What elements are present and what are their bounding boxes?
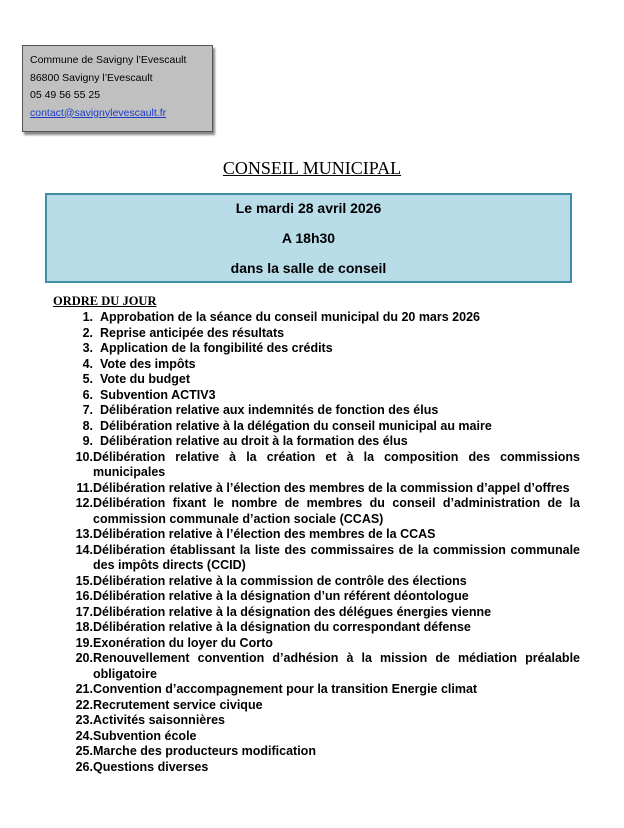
agenda-item-text: Subvention école bbox=[93, 728, 197, 743]
page-title: CONSEIL MUNICIPAL bbox=[222, 158, 402, 178]
agenda-item-number: 8. bbox=[82, 418, 93, 433]
agenda-item-number: 23. bbox=[75, 713, 93, 727]
agenda-item bbox=[60, 744, 580, 760]
agenda-item-text: Délibération relative au droit à la formation des élus bbox=[100, 434, 408, 448]
agenda-item-number: 16. bbox=[75, 589, 93, 603]
agenda-item-number: 3. bbox=[82, 341, 93, 355]
agenda-item-text: Délibération relative à la délégation du conseil municipal au maire bbox=[100, 418, 492, 433]
sender-name: Commune de Savigny l’Evescault bbox=[30, 54, 187, 66]
agenda-item-number: 18. bbox=[75, 620, 93, 634]
agenda-item-number: 26. bbox=[75, 759, 93, 774]
agenda-item bbox=[60, 589, 580, 605]
agenda-item-text: Délibération relative à la commission de contrôle des élections bbox=[93, 573, 467, 588]
agenda-item-text: Délibération fixant le nombre de membres du conseil d’administration de la commission communale d’action sociale (CCAS) bbox=[93, 496, 580, 526]
agenda-item-number: 11. bbox=[76, 480, 93, 495]
agenda-list bbox=[60, 310, 580, 775]
agenda-item-text: Exonération du loyer du Corto bbox=[93, 635, 273, 650]
agenda-item bbox=[60, 481, 580, 497]
agenda-item-number: 1. bbox=[82, 310, 93, 324]
agenda-item-text: Recrutement service civique bbox=[93, 697, 263, 712]
meeting-date: Le mardi 28 avril 2026 bbox=[235, 200, 382, 216]
agenda-item-number: 22. bbox=[75, 697, 93, 712]
agenda-item-number: 17. bbox=[75, 604, 93, 619]
agenda-item bbox=[60, 326, 580, 342]
agenda-item bbox=[60, 682, 580, 698]
agenda-item-text: Reprise anticipée des résultats bbox=[100, 325, 285, 340]
agenda-item bbox=[60, 419, 580, 435]
agenda-item-text: Vote des impôts bbox=[100, 356, 196, 371]
agenda-item-number: 4. bbox=[82, 356, 93, 371]
agenda-item-number: 10. bbox=[75, 449, 93, 464]
agenda-item-number: 24. bbox=[75, 728, 93, 743]
agenda-item-number: 6. bbox=[82, 387, 93, 402]
agenda-item-text: Activités saisonnières bbox=[93, 713, 226, 727]
agenda-item bbox=[60, 434, 580, 450]
agenda-item-text: Approbation de la séance du conseil municipal du 20 mars 2026 bbox=[100, 310, 480, 324]
agenda-item bbox=[60, 310, 580, 326]
agenda-item bbox=[60, 574, 580, 590]
agenda-item-number: 9. bbox=[82, 434, 93, 448]
sender-phone: 05 49 56 55 25 bbox=[30, 89, 101, 101]
agenda-item-text: Application de la fongibilité des crédits bbox=[100, 341, 333, 355]
agenda-item bbox=[60, 341, 580, 357]
agenda-item bbox=[60, 636, 580, 652]
agenda-item-number: 19. bbox=[75, 635, 93, 650]
agenda-item-text: Délibération relative à la désignation d’un référent déontologue bbox=[93, 589, 469, 603]
agenda-item-text: Marche des producteurs modification bbox=[93, 744, 316, 758]
agenda-item bbox=[60, 372, 580, 388]
agenda-item-number: 7. bbox=[82, 403, 93, 417]
agenda-item-number: 15. bbox=[75, 573, 93, 588]
agenda-item-text: Renouvellement convention d’adhésion à la mission de médiation préalable obligatoire bbox=[93, 651, 580, 681]
agenda-item-number: 20. bbox=[75, 651, 93, 665]
agenda-item bbox=[60, 729, 580, 745]
agenda-item bbox=[60, 698, 580, 714]
agenda-item-text: Délibération relative à l’élection des membres de la CCAS bbox=[93, 527, 436, 541]
meeting-info-box bbox=[45, 193, 572, 283]
agenda-item bbox=[60, 527, 580, 543]
agenda-item bbox=[60, 543, 580, 574]
agenda-item-text: Convention d’accompagnement pour la transition Energie climat bbox=[93, 682, 478, 696]
agenda-item-number: 5. bbox=[82, 372, 93, 386]
agenda-item-text: Questions diverses bbox=[93, 759, 209, 774]
agenda-item-number: 13. bbox=[75, 527, 93, 541]
agenda-item bbox=[60, 450, 580, 481]
agenda-item-number: 2. bbox=[82, 325, 93, 340]
meeting-time: A 18h30 bbox=[281, 230, 336, 246]
agenda-item-text: Délibération relative à la désignation des délégues énergies vienne bbox=[93, 604, 492, 619]
agenda-item bbox=[60, 760, 580, 776]
agenda-item-text: Délibération établissant la liste des commissaires de la commission communale des impôts directs (CCID) bbox=[93, 542, 580, 572]
agenda-item bbox=[60, 357, 580, 373]
agenda-item bbox=[60, 620, 580, 636]
agenda-item-text: Délibération relative aux indemnités de fonction des élus bbox=[100, 403, 439, 417]
agenda-item-text: Subvention ACTIV3 bbox=[100, 387, 216, 402]
agenda-item-text: Délibération relative à l’élection des membres de la commission d’appel d’offres bbox=[93, 480, 570, 495]
agenda-item bbox=[60, 651, 580, 682]
sender-address: 86800 Savigny l’Evescault bbox=[30, 71, 153, 84]
agenda-item bbox=[60, 388, 580, 404]
agenda-item-text: Vote du budget bbox=[100, 372, 191, 386]
agenda-item bbox=[60, 403, 580, 419]
agenda-item-text: Délibération relative à la désignation du correspondant défense bbox=[93, 620, 471, 634]
agenda-item-text: Délibération relative à la création et à la composition des commissions municipales bbox=[93, 449, 580, 479]
meeting-place: dans la salle de conseil bbox=[230, 260, 387, 276]
agenda-item bbox=[60, 713, 580, 729]
agenda-item-number: 21. bbox=[75, 682, 93, 696]
agenda-item bbox=[60, 605, 580, 621]
agenda-item-number: 14. bbox=[75, 542, 93, 557]
sender-address-block bbox=[22, 45, 213, 132]
agenda-item bbox=[60, 496, 580, 527]
agenda-item-number: 25. bbox=[75, 744, 93, 758]
agenda-heading: ORDRE DU JOUR bbox=[53, 294, 157, 308]
sender-email-link[interactable]: contact@savignylevescault.fr bbox=[30, 106, 167, 119]
agenda-item-number: 12. bbox=[75, 496, 93, 510]
